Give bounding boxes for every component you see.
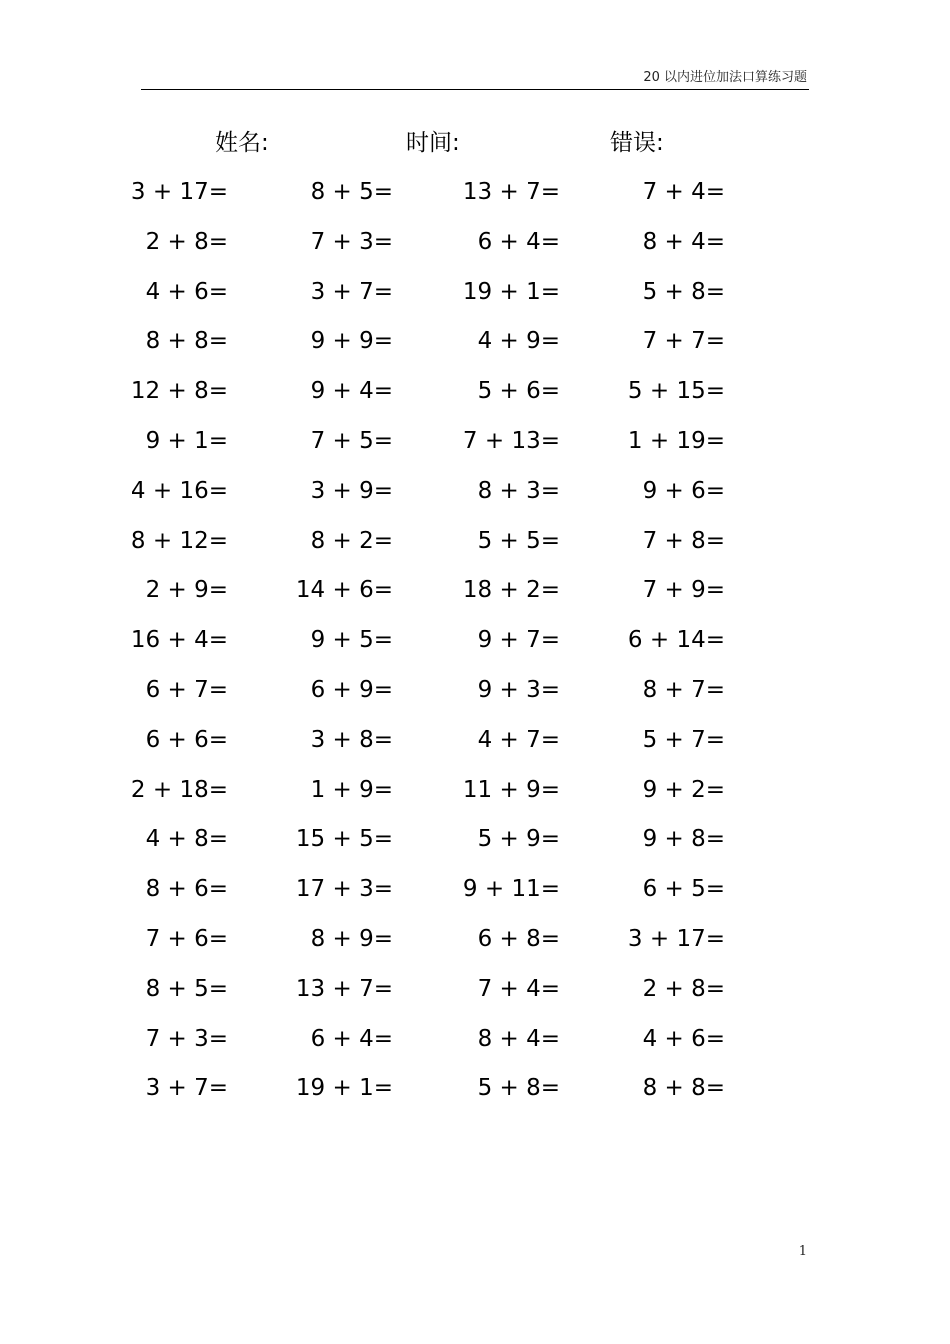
addition-problem: 7 + 6= (145, 925, 228, 952)
addition-problem: 9 + 3= (477, 676, 560, 703)
addition-problem: 9 + 2= (642, 776, 725, 803)
addition-problem: 6 + 7= (145, 676, 228, 703)
problem-row (0, 521, 950, 571)
addition-problem: 9 + 8= (642, 826, 725, 853)
problem-row (0, 272, 950, 322)
time-label: 时间: (406, 130, 460, 156)
addition-problem: 12 + 8= (130, 378, 228, 405)
addition-problem: 7 + 5= (310, 427, 393, 454)
addition-problem: 18 + 2= (462, 577, 560, 604)
page-number: 1 (798, 1244, 807, 1259)
addition-problem: 5 + 8= (477, 1075, 560, 1102)
addition-problem: 8 + 4= (477, 1025, 560, 1052)
problem-row (0, 720, 950, 770)
addition-problem: 9 + 11= (462, 876, 560, 903)
problem-row (0, 1068, 950, 1118)
addition-problem: 6 + 5= (642, 876, 725, 903)
addition-problem: 2 + 18= (130, 776, 228, 803)
problem-row (0, 819, 950, 869)
addition-problem: 5 + 7= (642, 726, 725, 753)
addition-problem: 8 + 8= (145, 328, 228, 355)
problem-row (0, 919, 950, 969)
addition-problem: 5 + 15= (627, 378, 725, 405)
addition-problem: 6 + 4= (477, 228, 560, 255)
problem-grid (0, 172, 950, 1118)
addition-problem: 4 + 8= (145, 826, 228, 853)
addition-problem: 13 + 7= (295, 975, 393, 1002)
addition-problem: 17 + 3= (295, 876, 393, 903)
header-title: 20 以内进位加法口算练习题 (643, 70, 807, 85)
problem-row (0, 570, 950, 620)
problem-row (0, 222, 950, 272)
addition-problem: 19 + 1= (295, 1075, 393, 1102)
addition-problem: 9 + 9= (310, 328, 393, 355)
addition-problem: 9 + 4= (310, 378, 393, 405)
problem-row (0, 371, 950, 421)
addition-problem: 8 + 6= (145, 876, 228, 903)
addition-problem: 4 + 6= (642, 1025, 725, 1052)
problem-row (0, 471, 950, 521)
addition-problem: 5 + 5= (477, 527, 560, 554)
problem-row (0, 969, 950, 1019)
addition-problem: 3 + 17= (627, 925, 725, 952)
addition-problem: 2 + 8= (145, 228, 228, 255)
problem-row (0, 421, 950, 471)
addition-problem: 1 + 19= (627, 427, 725, 454)
addition-problem: 1 + 9= (310, 776, 393, 803)
addition-problem: 4 + 7= (477, 726, 560, 753)
addition-problem: 7 + 13= (462, 427, 560, 454)
addition-problem: 3 + 8= (310, 726, 393, 753)
addition-problem: 5 + 9= (477, 826, 560, 853)
addition-problem: 7 + 3= (145, 1025, 228, 1052)
addition-problem: 9 + 6= (642, 477, 725, 504)
problem-row (0, 1019, 950, 1069)
addition-problem: 2 + 9= (145, 577, 228, 604)
student-info-labels (0, 126, 950, 160)
addition-problem: 7 + 3= (310, 228, 393, 255)
addition-problem: 5 + 8= (642, 278, 725, 305)
problem-row (0, 869, 950, 919)
addition-problem: 19 + 1= (462, 278, 560, 305)
addition-problem: 6 + 6= (145, 726, 228, 753)
problem-row (0, 172, 950, 222)
addition-problem: 9 + 5= (310, 627, 393, 654)
problem-row (0, 770, 950, 820)
addition-problem: 2 + 8= (642, 975, 725, 1002)
problem-row (0, 670, 950, 720)
addition-problem: 13 + 7= (462, 179, 560, 205)
addition-problem: 5 + 6= (477, 378, 560, 405)
addition-problem: 4 + 9= (477, 328, 560, 355)
addition-problem: 7 + 9= (642, 577, 725, 604)
problem-row (0, 620, 950, 670)
addition-problem: 8 + 8= (642, 1075, 725, 1102)
addition-problem: 6 + 9= (310, 676, 393, 703)
problem-row (0, 321, 950, 371)
name-label: 姓名: (215, 130, 269, 156)
addition-problem: 7 + 4= (642, 179, 725, 205)
addition-problem: 8 + 3= (477, 477, 560, 504)
addition-problem: 4 + 6= (145, 278, 228, 305)
addition-problem: 16 + 4= (130, 627, 228, 654)
addition-problem: 8 + 12= (130, 527, 228, 554)
addition-problem: 3 + 7= (145, 1075, 228, 1102)
addition-problem: 8 + 5= (310, 179, 393, 205)
addition-problem: 9 + 1= (145, 427, 228, 454)
addition-problem: 11 + 9= (462, 776, 560, 803)
addition-problem: 7 + 8= (642, 527, 725, 554)
addition-problem: 3 + 7= (310, 278, 393, 305)
header-rule (141, 89, 809, 90)
addition-problem: 8 + 2= (310, 527, 393, 554)
addition-problem: 8 + 9= (310, 925, 393, 952)
addition-problem: 6 + 4= (310, 1025, 393, 1052)
addition-problem: 9 + 7= (477, 627, 560, 654)
addition-problem: 4 + 16= (130, 477, 228, 504)
addition-problem: 8 + 4= (642, 228, 725, 255)
addition-problem: 7 + 4= (477, 975, 560, 1002)
errors-label: 错误: (610, 130, 664, 156)
addition-problem: 15 + 5= (295, 826, 393, 853)
addition-problem: 7 + 7= (642, 328, 725, 355)
addition-problem: 6 + 14= (627, 627, 725, 654)
addition-problem: 3 + 9= (310, 477, 393, 504)
addition-problem: 14 + 6= (295, 577, 393, 604)
addition-problem: 8 + 5= (145, 975, 228, 1002)
addition-problem: 6 + 8= (477, 925, 560, 952)
addition-problem: 8 + 7= (642, 676, 725, 703)
addition-problem: 3 + 17= (130, 179, 228, 205)
